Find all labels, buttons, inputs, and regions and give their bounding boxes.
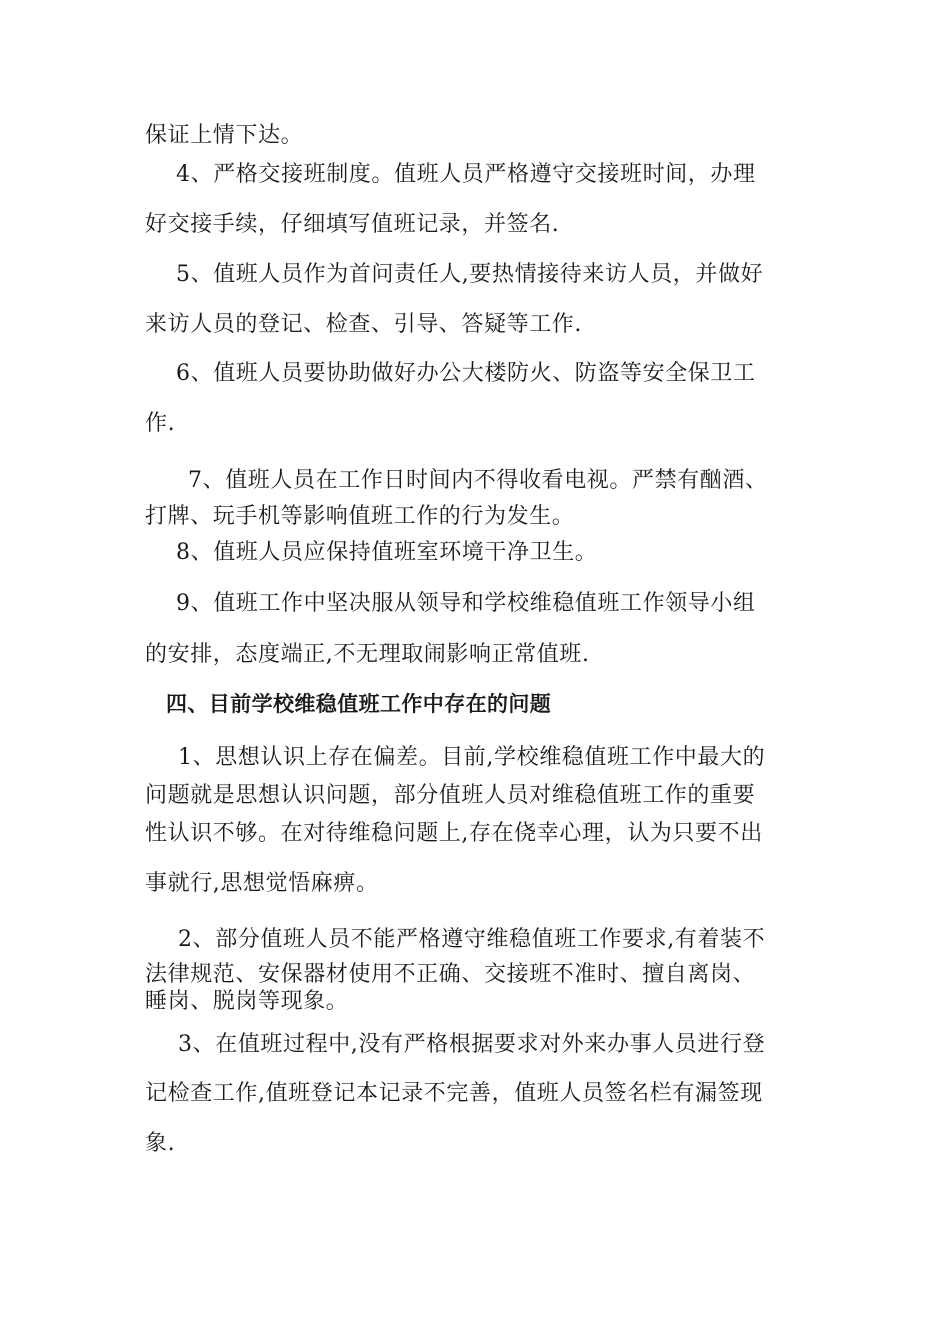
paragraph-line: 性认识不够。在对待维稳问题上,存在侥幸心理，认为只要不出 [145,821,763,846]
paragraph-line: 3、在值班过程中,没有严格根据要求对外来办事人员进行登 [178,1032,766,1057]
paragraph-line: 保证上情下达。 [145,123,304,148]
paragraph-line: 7、值班人员在工作日时间内不得收看电视。严禁有酗酒、 [188,468,768,493]
paragraph-line: 打牌、玩手机等影响值班工作的行为发生。 [145,504,575,529]
paragraph-line: 问题就是思想认识问题，部分值班人员对维稳值班工作的重要 [145,783,756,808]
paragraph-line: 的安排，态度端正,不无理取闹影响正常值班. [145,642,590,667]
paragraph-line: 1、思想认识上存在偏差。目前,学校维稳值班工作中最大的 [178,745,766,770]
paragraph-line: 法律规范、安保器材使用不正确、交接班不准时、擅自离岗、 [145,962,756,987]
paragraph-line: 8、值班人员应保持值班室环境干净卫生。 [176,540,598,565]
paragraph-line: 5、值班人员作为首问责任人,要热情接待来访人员，并做好 [176,262,764,287]
paragraph-line: 记检查工作,值班登记本记录不完善，值班人员签名栏有漏签现 [145,1081,763,1106]
paragraph-line: 作. [145,411,176,436]
section-heading: 四、目前学校维稳值班工作中存在的问题 [166,692,552,716]
paragraph-line: 2、部分值班人员不能严格遵守维稳值班工作要求,有着装不 [178,927,766,952]
paragraph-line: 好交接手续，仔细填写值班记录，并签名. [145,212,560,237]
paragraph-line: 睡岗、脱岗等现象。 [145,989,349,1014]
paragraph-line: 事就行,思想觉悟麻痹。 [145,871,379,896]
paragraph-line: 9、值班工作中坚决服从领导和学校维稳值班工作领导小组 [176,591,756,616]
paragraph-line: 象. [145,1131,176,1156]
paragraph-line: 来访人员的登记、检查、引导、答疑等工作. [145,312,582,337]
paragraph-line: 6、值班人员要协助做好办公大楼防火、防盗等安全保卫工 [176,361,756,386]
paragraph-line: 4、严格交接班制度。值班人员严格遵守交接班时间，办理 [176,162,756,187]
